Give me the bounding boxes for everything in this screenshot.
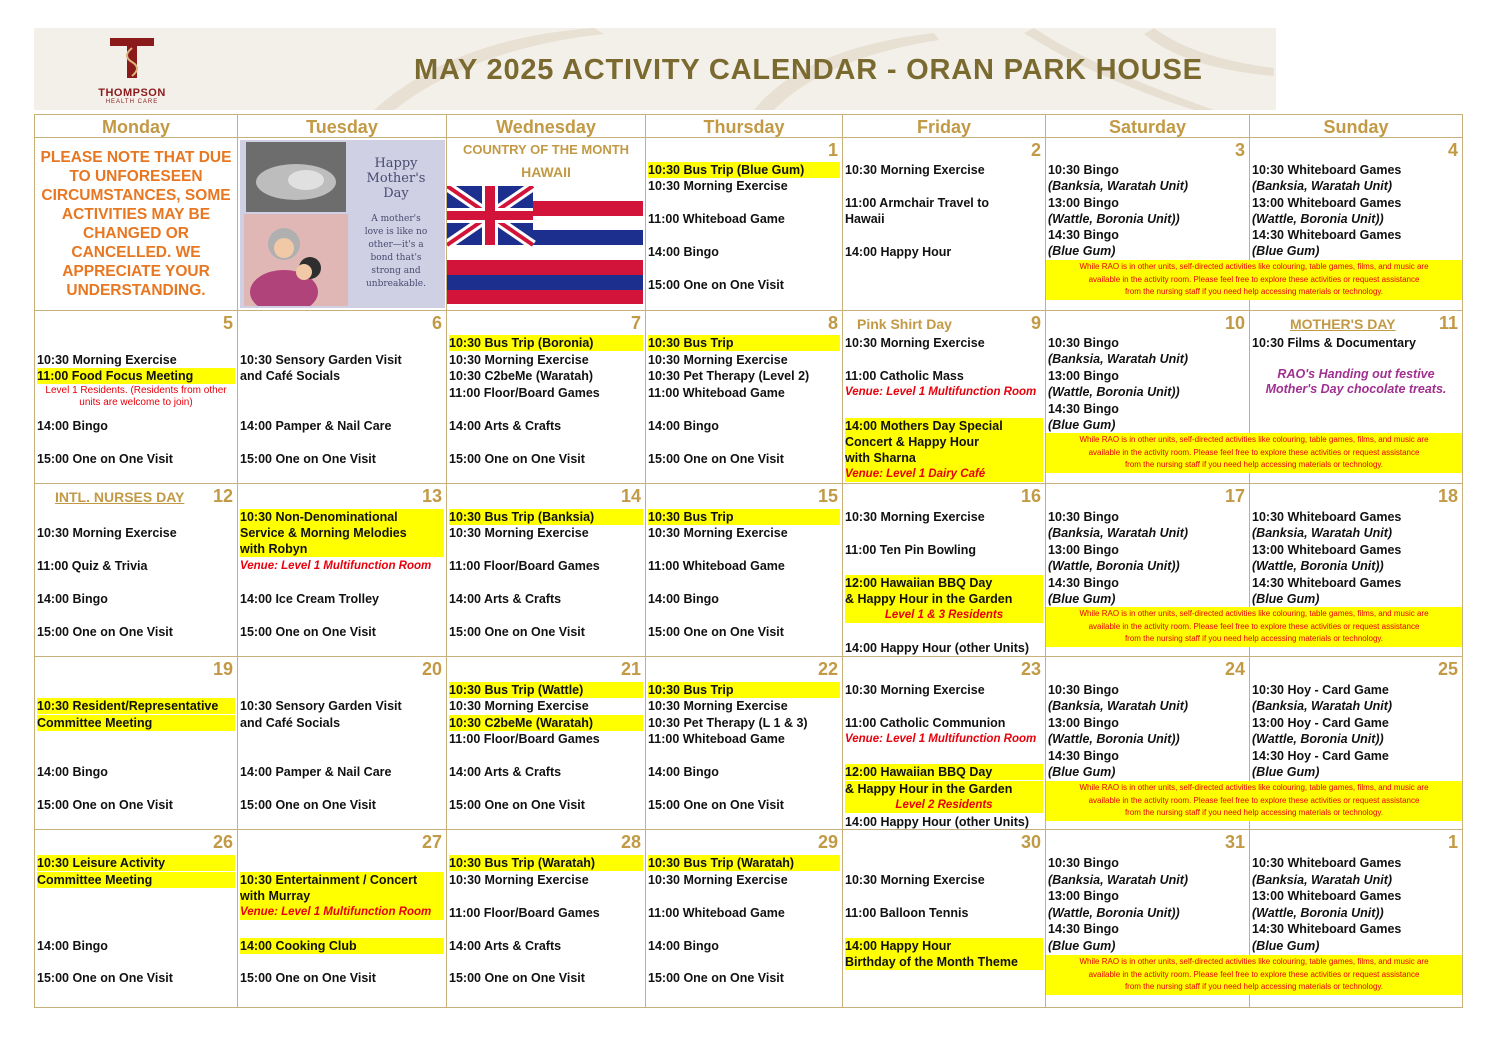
- day-cell: [843, 830, 1046, 1008]
- activity-item: (Blue Gum): [1048, 592, 1116, 606]
- day-number: 1: [827, 140, 838, 160]
- logo-name: THOMPSON: [98, 87, 166, 99]
- activity-item: (Wattle, Boronia Unit)): [1048, 212, 1180, 226]
- activity-item: 15:00 One on One Visit: [648, 798, 784, 812]
- pink-shirt-day-label: Pink Shirt Day: [857, 316, 952, 332]
- activity-item: (Blue Gum): [1048, 418, 1116, 432]
- activity-item: 14:00 Arts & Crafts: [449, 419, 562, 433]
- activity-item: (Blue Gum): [1048, 939, 1116, 953]
- card-line: Mother's: [366, 171, 426, 186]
- day-number: 25: [1437, 659, 1458, 679]
- day-number: 17: [1224, 486, 1245, 506]
- day-cell: [447, 138, 646, 311]
- activity-item: 14:00 Happy Hour (other Units): [845, 641, 1030, 655]
- activity-item: 10:30 Bus Trip (Banksia): [449, 509, 643, 525]
- activity-item: 15:00 One on One Visit: [240, 798, 376, 812]
- activity-item: 10:30 Morning Exercise: [845, 510, 985, 524]
- mothers-day-text: [350, 156, 442, 291]
- activity-item: 10:30 Bus Trip (Blue Gum): [648, 162, 840, 178]
- activity-item: with Murray: [240, 888, 444, 904]
- mothers-day-card: [240, 140, 445, 308]
- activity-item: 14:00 Bingo: [37, 592, 108, 606]
- day-cell: [238, 657, 447, 830]
- activity-item: 10:30 Morning Exercise: [37, 353, 177, 367]
- day-number: 2: [1030, 140, 1041, 160]
- activity-item: 10:30 C2beMe (Waratah): [449, 715, 643, 731]
- day-cell: [34, 657, 238, 830]
- activity-item: 10:30 Entertainment / Concert: [240, 872, 444, 888]
- rao-note-line: from the nursing staff if you need help accessing materials or technology.: [1124, 287, 1384, 296]
- activity-item: 14:00 Bingo: [37, 419, 108, 433]
- activity-item: 14:00 Bingo: [648, 245, 719, 259]
- activity-item: 15:00 One on One Visit: [449, 971, 585, 985]
- day-number: 4: [1447, 140, 1458, 160]
- card-line: unbreakable.: [366, 279, 426, 289]
- day-number: 20: [421, 659, 442, 679]
- activity-item: (Banksia, Waratah Unit): [1252, 699, 1393, 713]
- rao-note-line: available in the activity room. Please feel free to explore these activities or request assistance: [1088, 621, 1420, 631]
- activity-item: 12:00 Hawaiian BBQ Day: [845, 575, 1043, 591]
- activity-item: 10:30 Films & Documentary: [1252, 336, 1416, 350]
- activity-item: 10:30 Hoy - Card Game: [1252, 683, 1389, 697]
- day-number: 1: [1447, 832, 1458, 852]
- activity-item: 11:00 Floor/Board Games: [449, 906, 600, 920]
- activity-item: 11:00 Catholic Mass: [845, 369, 964, 383]
- activity-item: 10:30 Morning Exercise: [648, 873, 788, 887]
- day-cell: [34, 484, 238, 657]
- activity-item: (Banksia, Waratah Unit): [1048, 179, 1189, 193]
- rao-handing-out-line1: RAO's Handing out festive: [1277, 367, 1435, 381]
- activity-item: 14:30 Bingo: [1048, 749, 1119, 763]
- rao-note-line: from the nursing staff if you need help accessing materials or technology.: [1124, 460, 1384, 469]
- day-cell: [843, 311, 1046, 484]
- mothers-day-label: MOTHER'S DAY: [1290, 316, 1396, 332]
- activity-item: 14:00 Pamper & Nail Care: [240, 765, 392, 779]
- day-number: 28: [620, 832, 641, 852]
- activity-item: 14:00 Arts & Crafts: [449, 939, 562, 953]
- day-cell: [238, 138, 447, 311]
- page-title: MAY 2025 ACTIVITY CALENDAR - ORAN PARK HOUSE: [414, 54, 1203, 86]
- day-cell: [447, 657, 646, 830]
- page-header: [34, 28, 1276, 110]
- activity-item: 14:30 Whiteboard Games: [1252, 922, 1402, 936]
- activity-item: 14:00 Pamper & Nail Care: [240, 419, 392, 433]
- cancellation-notice: PLEASE NOTE THAT DUE TO UNFORESEEN CIRCUMSTANCES, SOME ACTIVITIES MAY BE CHANGED OR CANCELLED. WE APPRECIATE YOUR UNDERSTANDING.: [40, 149, 232, 299]
- activity-item: 13:00 Bingo: [1048, 543, 1119, 557]
- activity-item: Venue: Level 1 Dairy Café: [845, 466, 1043, 482]
- day-number: 11: [1438, 313, 1458, 333]
- activity-item: Venue: Level 1 Multifunction Room: [240, 904, 444, 920]
- day-number: 13: [421, 486, 442, 506]
- activity-item: (Blue Gum): [1252, 244, 1320, 258]
- card-line: A mother's: [371, 214, 421, 224]
- activity-item: 11:00 Whiteboad Game: [648, 386, 785, 400]
- activity-item: (Banksia, Waratah Unit): [1252, 873, 1393, 887]
- activity-item: 14:30 Bingo: [1048, 402, 1119, 416]
- activity-item: 14:00 Cooking Club: [240, 938, 444, 954]
- rao-note-block: [1046, 781, 1462, 821]
- day-header-tuesday: Tuesday: [238, 114, 447, 138]
- activity-item: (Wattle, Boronia Unit)): [1252, 732, 1384, 746]
- activity-item: 10:30 Morning Exercise: [845, 336, 985, 350]
- activity-item: 10:30 Bingo: [1048, 683, 1119, 697]
- activity-item: 14:00 Bingo: [648, 592, 719, 606]
- activity-item: 10:30 Resident/Representative: [37, 698, 235, 714]
- day-number: 3: [1234, 140, 1245, 160]
- rao-note: [1046, 433, 1462, 473]
- activity-item: (Blue Gum): [1252, 765, 1320, 779]
- activity-item: 10:30 Bus Trip (Waratah): [648, 855, 840, 871]
- activity-item: 10:30 Non-Denominational: [240, 509, 444, 525]
- activity-item: and Café Socials: [240, 716, 341, 730]
- activity-item: 11:00 Floor/Board Games: [449, 559, 600, 573]
- activity-item: 15:00 One on One Visit: [240, 971, 376, 985]
- activity-item: 10:30 Morning Exercise: [648, 179, 788, 193]
- activity-item: 10:30 Pet Therapy (L 1 & 3): [648, 716, 808, 730]
- activity-item: 11:00 Whiteboad Game: [648, 732, 785, 746]
- activity-item: 14:30 Bingo: [1048, 922, 1119, 936]
- activity-item: (Banksia, Waratah Unit): [1048, 526, 1189, 540]
- activity-item: 10:30 Bus Trip (Wattle): [449, 682, 643, 698]
- activity-item: 15:00 One on One Visit: [648, 452, 784, 466]
- activity-item: 10:30 Morning Exercise: [449, 353, 589, 367]
- activity-item: 14:30 Hoy - Card Game: [1252, 749, 1389, 763]
- rao-note-line: While RAO is in other units, self-directed activities like colouring, table games, films, and music are: [1079, 262, 1429, 271]
- day-cell: [447, 830, 646, 1008]
- activity-item: 10:30 Bus Trip: [648, 682, 840, 698]
- rao-note-line: While RAO is in other units, self-directed activities like colouring, table games, films, and music are: [1079, 783, 1429, 792]
- activity-item: (Wattle, Boronia Unit)): [1252, 212, 1384, 226]
- activity-item: 15:00 One on One Visit: [449, 625, 585, 639]
- activity-item: 15:00 One on One Visit: [648, 278, 784, 292]
- day-number: 6: [431, 313, 442, 333]
- card-line: bond that's: [370, 253, 422, 263]
- activity-item: Level 2 Residents: [845, 797, 1043, 813]
- day-cell: [843, 484, 1046, 657]
- country-name: HAWAII: [521, 164, 571, 180]
- activity-item: 14:30 Bingo: [1048, 228, 1119, 242]
- rao-note: [1046, 955, 1462, 995]
- activity-item: 15:00 One on One Visit: [648, 625, 784, 639]
- activity-item: Committee Meeting: [37, 872, 235, 888]
- day-cell: [646, 138, 843, 311]
- activity-item: 10:30 Bus Trip (Waratah): [449, 855, 643, 871]
- activity-item: 10:30 Bus Trip (Boronia): [449, 335, 643, 351]
- activity-item: 11:00 Whiteboad Game: [648, 559, 785, 573]
- activity-item: 13:00 Hoy - Card Game: [1252, 716, 1389, 730]
- thompson-logo: [94, 36, 170, 105]
- activity-item: 14:30 Whiteboard Games: [1252, 228, 1402, 242]
- activity-item: (Blue Gum): [1048, 765, 1116, 779]
- activity-item: 11:00 Catholic Communion: [845, 716, 1006, 730]
- rao-note-line: While RAO is in other units, self-directed activities like colouring, table games, films, and music are: [1079, 435, 1429, 444]
- activity-item: (Banksia, Waratah Unit): [1252, 526, 1393, 540]
- activity-item: 15:00 One on One Visit: [648, 971, 784, 985]
- activity-item: 15:00 One on One Visit: [37, 625, 173, 639]
- mother-child-illustration: [244, 214, 348, 306]
- activity-item: 10:30 Morning Exercise: [648, 526, 788, 540]
- rao-note: [1046, 781, 1462, 821]
- rao-note-block: [1046, 260, 1462, 300]
- activity-item: (Blue Gum): [1252, 592, 1320, 606]
- activity-item: 11:00 Whiteboad Game: [648, 906, 785, 920]
- activity-item: & Happy Hour in the Garden: [845, 781, 1043, 797]
- day-number: 5: [222, 313, 233, 333]
- activity-item: 10:30 Leisure Activity: [37, 855, 235, 871]
- activity-item: (Wattle, Boronia Unit)): [1048, 732, 1180, 746]
- activity-item: 10:30 Bingo: [1048, 510, 1119, 524]
- day-header-friday: Friday: [843, 114, 1046, 138]
- card-line: strong and: [371, 266, 421, 276]
- day-cell: [646, 311, 843, 484]
- activity-item: (Blue Gum): [1048, 244, 1116, 258]
- card-line: Happy: [374, 156, 418, 171]
- activity-item: Venue: Level 1 Multifunction Room: [240, 560, 432, 572]
- activity-item: 10:30 Bingo: [1048, 336, 1119, 350]
- activity-item: 11:00 Food Focus Meeting: [37, 368, 235, 384]
- activity-item: 10:30 Bingo: [1048, 163, 1119, 177]
- activity-item: Hawaii: [845, 212, 885, 226]
- day-cell: [646, 657, 843, 830]
- activity-item: 15:00 One on One Visit: [449, 452, 585, 466]
- activity-item: (Wattle, Boronia Unit)): [1252, 906, 1384, 920]
- activity-item: 13:00 Bingo: [1048, 196, 1119, 210]
- day-cell: [34, 311, 238, 484]
- activity-item: 11:00 Floor/Board Games: [449, 386, 600, 400]
- activity-item: 10:30 Morning Exercise: [648, 699, 788, 713]
- activity-item: 10:30 Morning Exercise: [845, 163, 985, 177]
- activity-item: 10:30 Morning Exercise: [449, 699, 589, 713]
- rao-note-line: While RAO is in other units, self-directed activities like colouring, table games, films, and music are: [1079, 957, 1429, 966]
- activity-item: with Robyn: [240, 541, 444, 557]
- activity-item: Concert & Happy Hour: [845, 434, 1043, 450]
- day-cell: [238, 830, 447, 1008]
- activity-item: 10:30 Morning Exercise: [449, 526, 589, 540]
- rao-note-block: [1046, 433, 1462, 473]
- activity-item: 10:30 Sensory Garden Visit: [240, 353, 402, 367]
- day-cell: [447, 484, 646, 657]
- activity-item: & Happy Hour in the Garden: [845, 591, 1043, 607]
- rao-note-line: from the nursing staff if you need help accessing materials or technology.: [1124, 808, 1384, 817]
- activity-item: 11:00 Quiz & Trivia: [37, 559, 148, 573]
- rao-handing-out-line2: Mother's Day chocolate treats.: [1265, 382, 1447, 396]
- activity-item: 11:00 Armchair Travel to: [845, 196, 990, 210]
- activity-item: 10:30 C2beMe (Waratah): [449, 369, 594, 383]
- activity-item: 15:00 One on One Visit: [240, 452, 376, 466]
- activity-item: 13:00 Whiteboard Games: [1252, 196, 1402, 210]
- activity-item: 10:30 Whiteboard Games: [1252, 510, 1402, 524]
- day-header-thursday: Thursday: [646, 114, 843, 138]
- activity-item: 15:00 One on One Visit: [37, 452, 173, 466]
- activity-item: 14:00 Arts & Crafts: [449, 592, 562, 606]
- activity-item: 10:30 Morning Exercise: [845, 873, 985, 887]
- rao-note-line: available in the activity room. Please feel free to explore these activities or request assistance: [1088, 795, 1420, 805]
- calendar-grid: [34, 114, 1463, 1008]
- activity-item: 15:00 One on One Visit: [449, 798, 585, 812]
- activity-item: 10:30 Morning Exercise: [37, 526, 177, 540]
- activity-item: (Banksia, Waratah Unit): [1252, 179, 1393, 193]
- day-number: 22: [817, 659, 838, 679]
- day-number: 12: [212, 486, 233, 506]
- day-number: 16: [1020, 486, 1041, 506]
- activity-item: Service & Morning Melodies: [240, 525, 444, 541]
- nurses-day-label: INTL. NURSES DAY: [55, 489, 185, 505]
- rao-note-line: available in the activity room. Please feel free to explore these activities or request assistance: [1088, 274, 1420, 284]
- day-number: 9: [1030, 313, 1041, 333]
- day-number: 19: [212, 659, 233, 679]
- activity-item: (Banksia, Waratah Unit): [1048, 699, 1189, 713]
- activity-item: 14:00 Happy Hour (other Units): [845, 815, 1030, 829]
- activity-item: 13:00 Whiteboard Games: [1252, 543, 1402, 557]
- activity-item: Venue: Level 1 Multifunction Room: [845, 733, 1037, 745]
- activity-item: 14:00 Bingo: [37, 939, 108, 953]
- day-number: 8: [827, 313, 838, 333]
- rao-note-line: available in the activity room. Please feel free to explore these activities or request assistance: [1088, 969, 1420, 979]
- logo-subtitle: HEALTH CARE: [105, 99, 159, 105]
- day-number: 21: [620, 659, 641, 679]
- activity-item: 14:00 Ice Cream Trolley: [240, 592, 379, 606]
- activity-item: 15:00 One on One Visit: [240, 625, 376, 639]
- activity-item: (Wattle, Boronia Unit)): [1048, 385, 1180, 399]
- activity-item: 14:00 Arts & Crafts: [449, 765, 562, 779]
- rao-note-line: available in the activity room. Please feel free to explore these activities or request assistance: [1088, 447, 1420, 457]
- activity-item: (Wattle, Boronia Unit)): [1048, 559, 1180, 573]
- activity-item: 14:00 Happy Hour: [845, 938, 1043, 954]
- day-cell: [646, 484, 843, 657]
- day-number: 10: [1224, 313, 1245, 333]
- card-line: Day: [383, 186, 409, 201]
- country-label: COUNTRY OF THE MONTH: [462, 142, 630, 157]
- activity-item: 10:30 Bus Trip: [648, 335, 840, 351]
- activity-item: and Café Socials: [240, 369, 341, 383]
- activity-item: (Banksia, Waratah Unit): [1048, 873, 1189, 887]
- day-cell: [843, 138, 1046, 311]
- day-cell: [646, 830, 843, 1008]
- day-number: 31: [1224, 832, 1245, 852]
- day-number: 27: [421, 832, 442, 852]
- day-cell: [238, 484, 447, 657]
- activity-item: 10:30 Sensory Garden Visit: [240, 699, 402, 713]
- day-header-wednesday: Wednesday: [447, 114, 646, 138]
- day-number: 18: [1437, 486, 1458, 506]
- activity-item: 10:30 Whiteboard Games: [1252, 856, 1402, 870]
- day-number: 14: [620, 486, 641, 506]
- activity-item: Birthday of the Month Theme: [845, 954, 1043, 970]
- rao-note-line: from the nursing staff if you need help accessing materials or technology.: [1124, 982, 1384, 991]
- day-number: 30: [1020, 832, 1041, 852]
- activity-item: 15:00 One on One Visit: [37, 971, 173, 985]
- activity-item: (Wattle, Boronia Unit)): [1048, 906, 1180, 920]
- activity-item: 10:30 Morning Exercise: [648, 353, 788, 367]
- activity-item: 13:00 Bingo: [1048, 889, 1119, 903]
- activity-item: 10:30 Bingo: [1048, 856, 1119, 870]
- activity-item: Venue: Level 1 Multifunction Room: [845, 386, 1037, 398]
- activity-item: 10:30 Whiteboard Games: [1252, 163, 1402, 177]
- day-number: 26: [212, 832, 233, 852]
- day-number: 23: [1020, 659, 1041, 679]
- activity-item: 12:00 Hawaiian BBQ Day: [845, 764, 1043, 780]
- logo-t-icon: [108, 36, 156, 80]
- activity-item: 14:00 Bingo: [37, 765, 108, 779]
- activity-item: 14:30 Whiteboard Games: [1252, 576, 1402, 590]
- activity-item: (Wattle, Boronia Unit)): [1252, 559, 1384, 573]
- day-cell: [34, 830, 238, 1008]
- activity-item: 14:00 Bingo: [648, 939, 719, 953]
- rao-note-block: [1046, 607, 1462, 647]
- day-cell: [238, 311, 447, 484]
- activity-item: Committee Meeting: [37, 715, 235, 731]
- rao-note-line: While RAO is in other units, self-directed activities like colouring, table games, films, and music are: [1079, 609, 1429, 618]
- day-number: 29: [817, 832, 838, 852]
- day-number: 15: [817, 486, 838, 506]
- card-line: other—it's a: [368, 240, 424, 250]
- rao-note-block: [1046, 955, 1462, 995]
- activity-item: 11:00 Whiteboad Game: [648, 212, 785, 226]
- activity-item: (Blue Gum): [1252, 939, 1320, 953]
- day-header-sunday: Sunday: [1250, 114, 1463, 138]
- activity-item: 10:30 Morning Exercise: [845, 683, 985, 697]
- activity-item: (Banksia, Waratah Unit): [1048, 352, 1189, 366]
- day-number: 24: [1224, 659, 1245, 679]
- activity-item: 13:00 Bingo: [1048, 369, 1119, 383]
- food-focus-note: Level 1 Residents. (Residents from other units are welcome to join): [45, 385, 227, 408]
- activity-item: 15:00 One on One Visit: [37, 798, 173, 812]
- activity-item: 10:30 Bus Trip: [648, 509, 840, 525]
- day-header-saturday: Saturday: [1046, 114, 1250, 138]
- rao-note: [1046, 260, 1462, 300]
- activity-item: Level 1 & 3 Residents: [845, 607, 1043, 623]
- activity-item: 14:00 Bingo: [648, 765, 719, 779]
- activity-item: 11:00 Ten Pin Bowling: [845, 543, 977, 557]
- activity-item: 14:00 Happy Hour: [845, 245, 952, 259]
- card-line: love is like no: [364, 227, 428, 237]
- activity-item: 14:00 Mothers Day Special: [845, 418, 1043, 434]
- day-cell: [34, 138, 238, 311]
- day-cell: [843, 657, 1046, 830]
- activity-item: 14:30 Bingo: [1048, 576, 1119, 590]
- activity-item: 10:30 Pet Therapy (Level 2): [648, 369, 810, 383]
- rao-note: [1046, 607, 1462, 647]
- activity-item: 11:00 Floor/Board Games: [449, 732, 600, 746]
- activity-item: 10:30 Morning Exercise: [449, 873, 589, 887]
- rao-note-line: from the nursing staff if you need help accessing materials or technology.: [1124, 634, 1384, 643]
- day-header-monday: Monday: [34, 114, 238, 138]
- holding-hands-image: [246, 142, 346, 212]
- activity-item: 14:00 Bingo: [648, 419, 719, 433]
- day-cell: [447, 311, 646, 484]
- day-number: 7: [630, 313, 641, 333]
- activity-item: 13:00 Whiteboard Games: [1252, 889, 1402, 903]
- activity-item: with Sharna: [845, 450, 1043, 466]
- hawaii-flag-icon: [447, 186, 643, 304]
- activity-item: 11:00 Balloon Tennis: [845, 906, 969, 920]
- activity-item: 13:00 Bingo: [1048, 716, 1119, 730]
